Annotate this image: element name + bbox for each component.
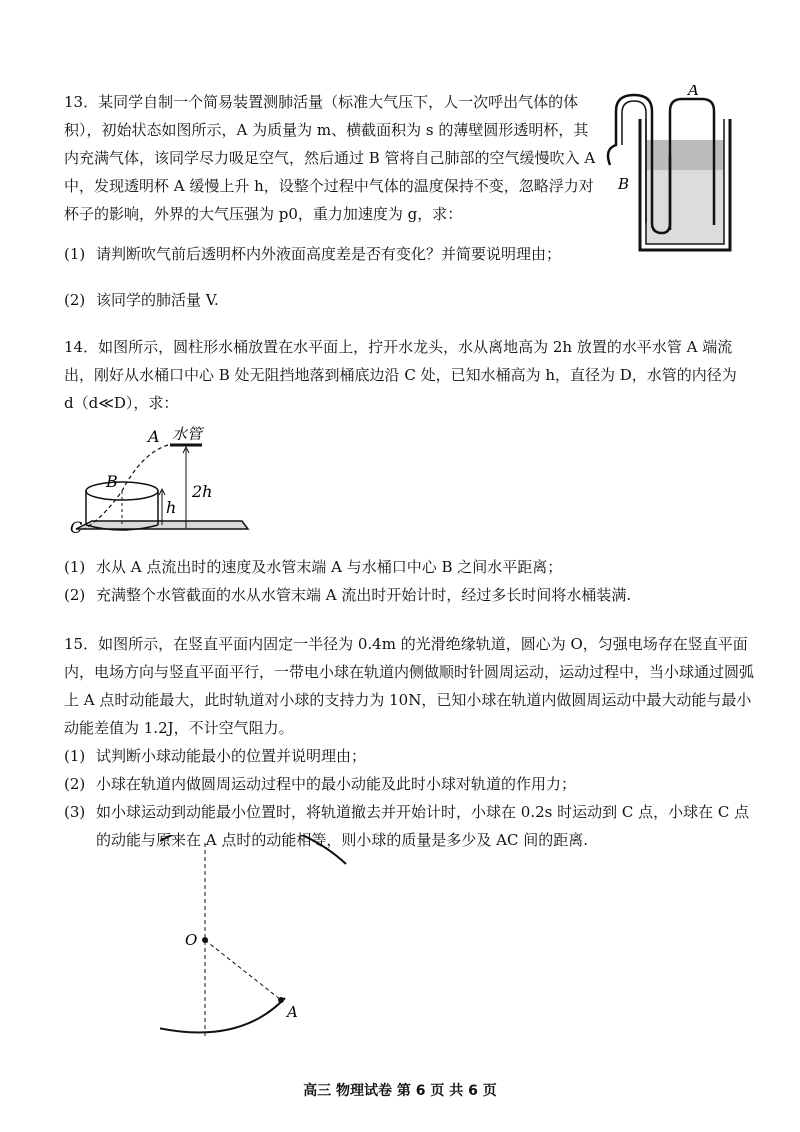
- label-o: O: [185, 931, 198, 949]
- q15-block: [64, 630, 754, 854]
- q13-sub1-number: (1): [64, 245, 86, 263]
- label-b: B: [618, 175, 630, 193]
- q14-sub1-text: 水从 A 点流出时的速度及水管末端 A 与水桶口中心 B 之间水平距离；: [96, 558, 563, 576]
- track-upper-arc: [160, 835, 346, 864]
- q15-stem: 15．如图所示，在竖直平面内固定一半径为 0.4m 的光滑绝缘轨道，圆心为 O，匀强电场存在竖直平面内，电场方向与竖直平面平行，一带电小球在轨道内侧做顺时针圆周运动，运动过程中，当小球通过圆弧上 A 点时动能最大，此时轨道对小球的支持力为 10N，已知小球在轨道内做圆周运动中最大动能与最小动能差值为 1.2J，不计空气阻力。: [64, 635, 755, 737]
- q14-sub-questions: [64, 553, 744, 609]
- radius-oa: [205, 940, 281, 1000]
- q13-sub-question-2: [64, 286, 594, 314]
- label-2h: 2h: [192, 482, 213, 501]
- track-lower-arc: [160, 998, 285, 1033]
- water-surface-shade: [646, 140, 724, 170]
- q13-sub1-text: 请判断吹气前后透明杯内外液面高度差是否有变化？并简要说明理由；: [96, 245, 562, 263]
- label-a: A: [287, 1003, 298, 1021]
- label-pipe: 水管: [172, 425, 203, 443]
- q13-lung-capacity-figure: [600, 85, 740, 265]
- q14-sub-question-1: [64, 553, 744, 581]
- q14-water-bucket-figure: [62, 425, 262, 537]
- q14-sub-question-2: [64, 581, 744, 609]
- q15-circular-track-figure: [160, 835, 480, 1045]
- label-h: h: [166, 498, 177, 517]
- q13-stem: 13．某同学自制一个简易装置测肺活量（标准大气压下，人一次呼出气体的体积），初始状态如图所示，A 为质量为 m、横截面积为 s 的薄壁圆形透明杯，其内充满气体，该同学尽力吸足空气，然后通过 B 管将自己肺部的空气缓慢吹入 A 中，发现透明杯 A 缓慢上升 h，设整个过程中气体的温度保持不变，忽略浮力对杯子的影响，外界的大气压强为 p0，重力加速度为 g，求：: [64, 93, 596, 223]
- center-point-o: [202, 937, 208, 943]
- tube-b-inner: [622, 101, 646, 223]
- q15-sub-question-1: [64, 742, 754, 770]
- ball-point-a: [278, 997, 284, 1003]
- q15-sub1-number: (1): [64, 747, 86, 765]
- q15-sub3-text: 如小球运动到动能最小位置时，将轨道撤去并开始计时，小球在 0.2s 时运动到 C 点，小球在 C 点的动能与原来在 A 点时的动能相等，则小球的质量是多少及 AC 间的距离.: [96, 803, 750, 849]
- q15-sub1-text: 试判断小球动能最小的位置并说明理由；: [96, 747, 367, 765]
- page-footer: 高三 物理试卷 第 6 页 共 6 页: [303, 1083, 497, 1099]
- q13-sub-question-1: [64, 240, 594, 268]
- label-c: C: [70, 518, 83, 537]
- label-a: A: [148, 427, 160, 446]
- q13-sub2-text: 该同学的肺活量 V.: [96, 291, 219, 309]
- q14-sub2-text: 充满整个水管截面的水从水管末端 A 流出时开始计时，经过多长时间将水桶装满.: [96, 586, 632, 604]
- label-a: A: [688, 85, 699, 99]
- q14-sub2-number: (2): [64, 586, 86, 604]
- q14-sub1-number: (1): [64, 558, 86, 576]
- q14-stem: 14．如图所示，圆柱形水桶放置在水平面上，拧开水龙头，水从离地高为 2h 放置的水平水管 A 端流出，刚好从水桶口中心 B 处无阻挡地落到桶底边沿 C 处，已知水桶高为 h，直径为 D，水管的内径为 d（d≪D），求：: [64, 338, 737, 412]
- q15-sub-question-2: [64, 770, 754, 798]
- q13-sub2-number: (2): [64, 291, 86, 309]
- q15-sub2-number: (2): [64, 775, 86, 793]
- q15-sub3-number: (3): [64, 803, 86, 821]
- q15-sub2-text: 小球在轨道内做圆周运动过程中的最小动能及此时小球对轨道的作用力；: [96, 775, 577, 793]
- label-b: B: [106, 472, 118, 491]
